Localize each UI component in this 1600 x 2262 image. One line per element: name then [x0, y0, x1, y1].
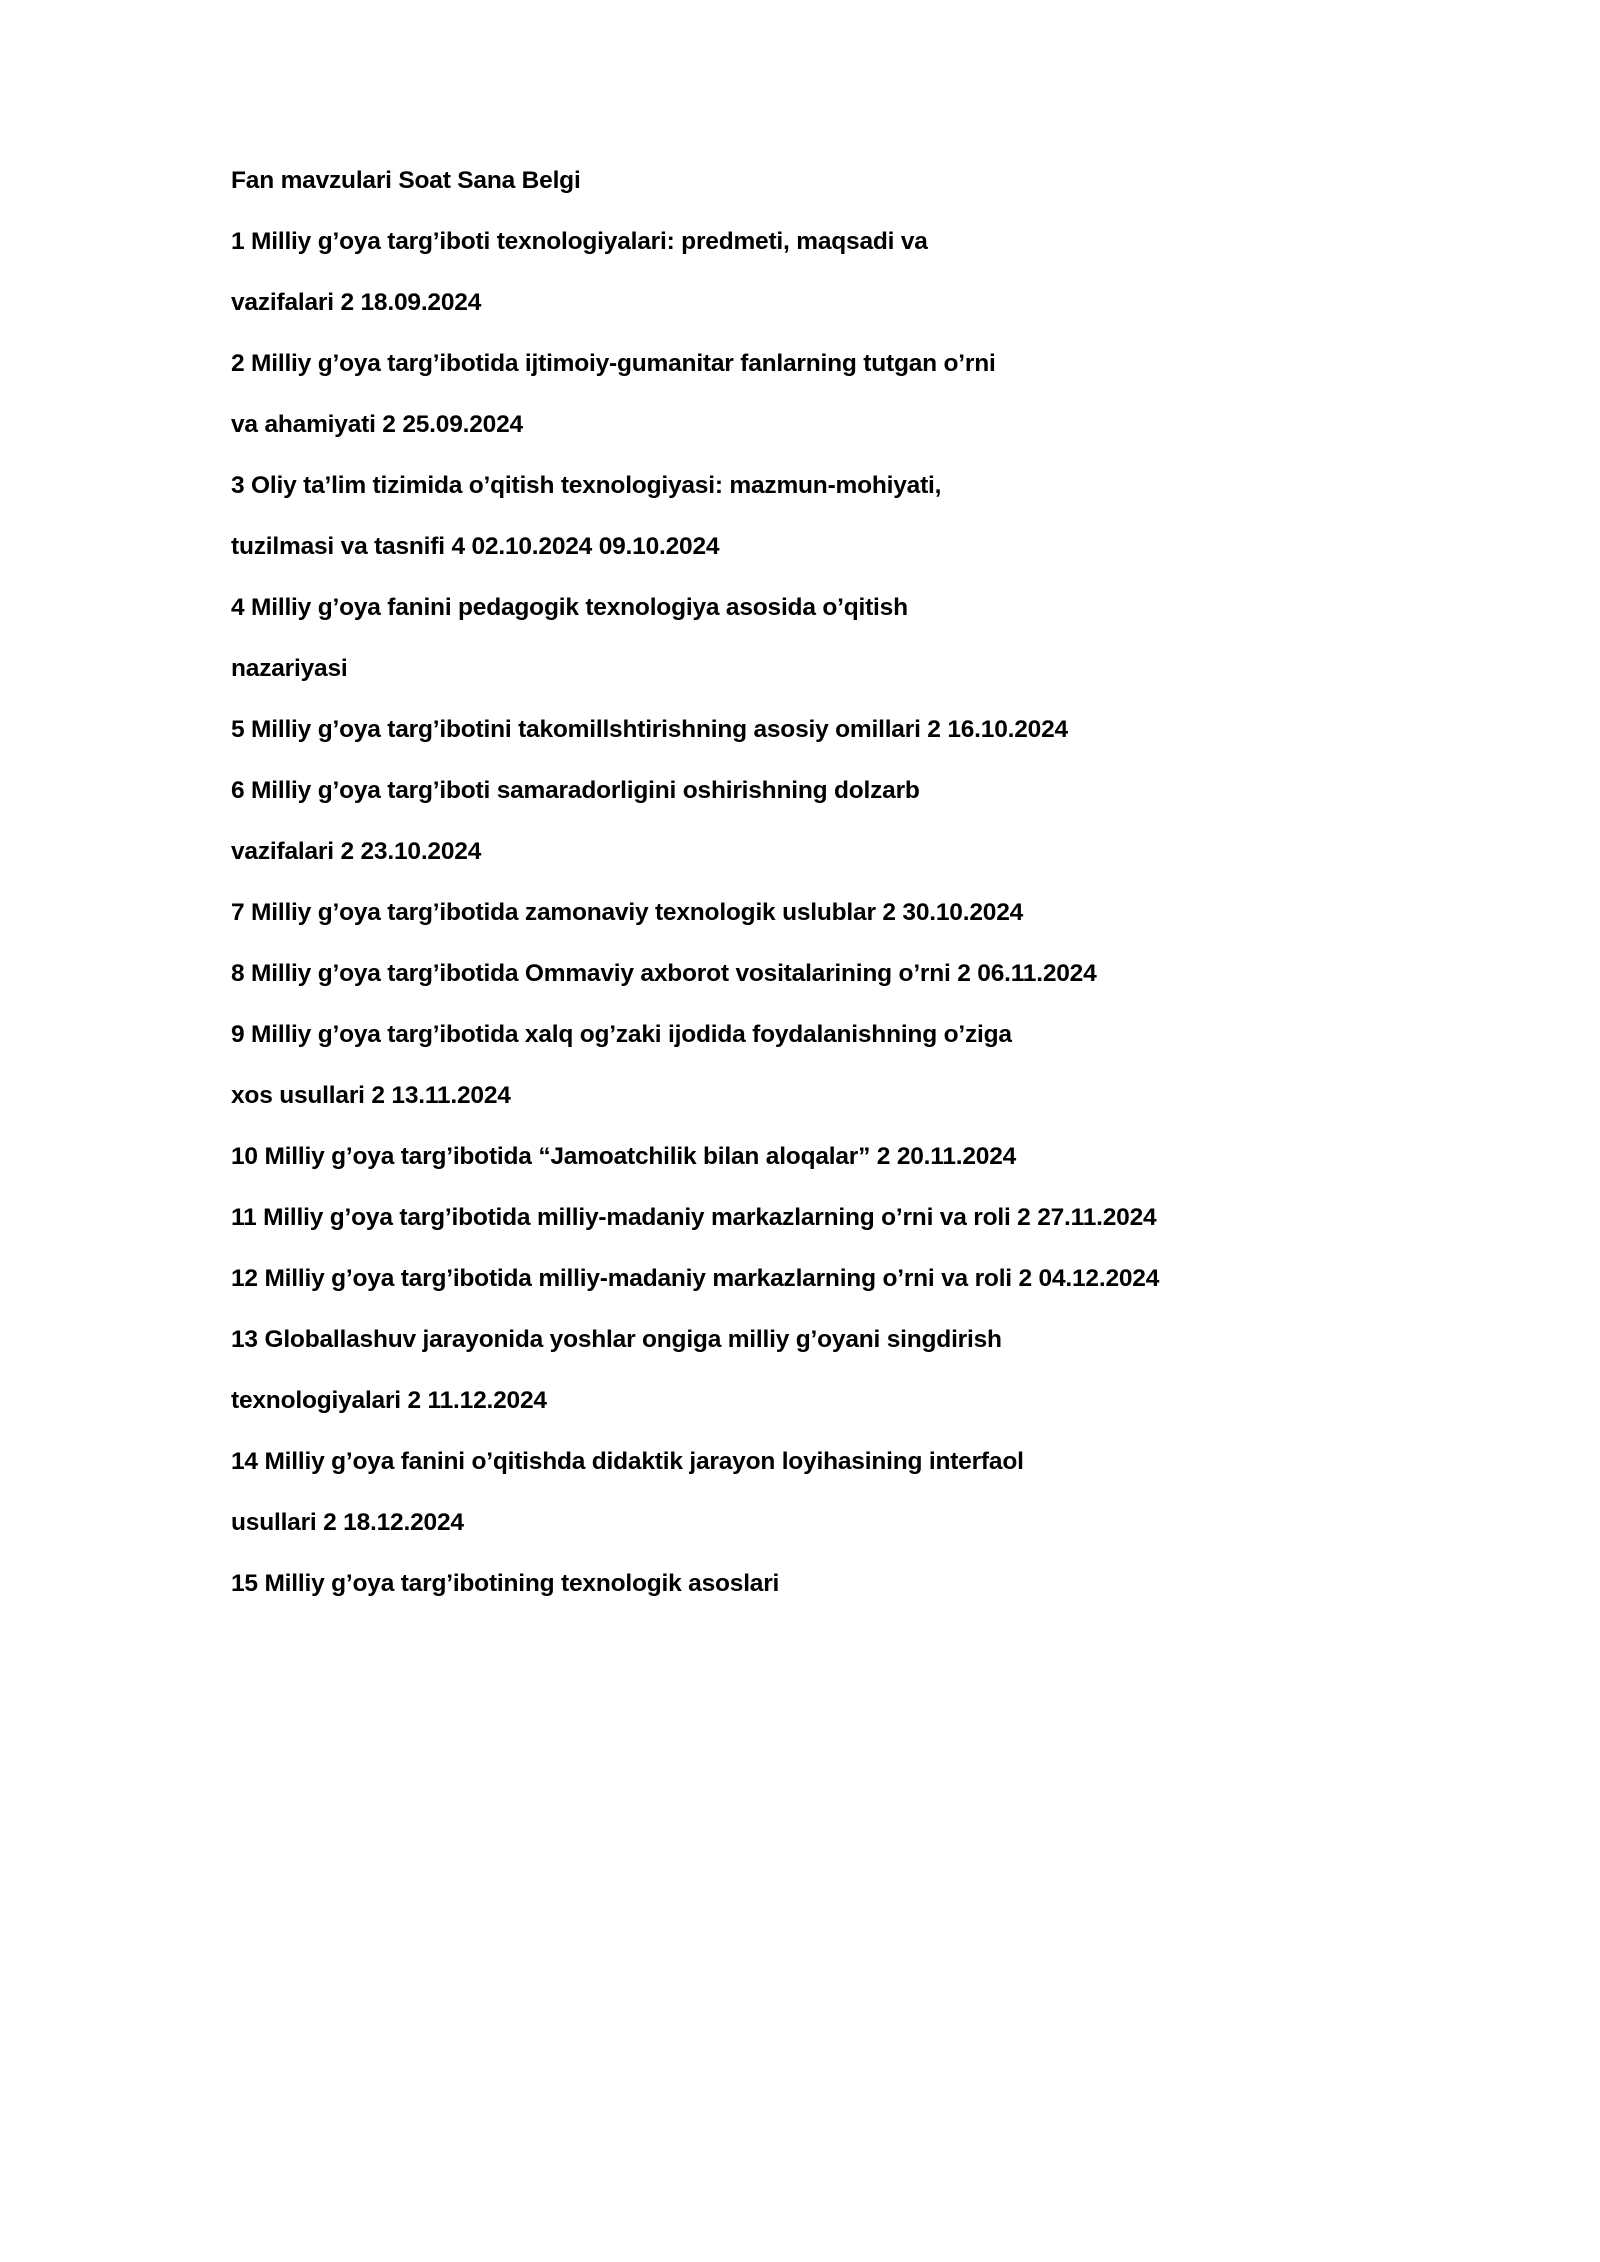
- topic-4-line-2: nazariyasi: [231, 655, 348, 682]
- topic-2-line-1: 2 Milliy g’oya targ’ibotida ijtimoiy-gumanitar fanlarning tutgan o’rni: [231, 350, 996, 377]
- topic-3-line-2: tuzilmasi va tasnifi 4 02.10.2024 09.10.2024: [231, 533, 720, 560]
- topic-14-line-1: 14 Milliy g’oya fanini o’qitishda didaktik jarayon loyihasining interfaol: [231, 1448, 1024, 1475]
- table-header-line: Fan mavzulari Soat Sana Belgi: [231, 167, 581, 194]
- topic-14-line-2: usullari 2 18.12.2024: [231, 1509, 464, 1536]
- topic-6-line-2: vazifalari 2 23.10.2024: [231, 838, 482, 865]
- topic-13-line-2: texnologiyalari 2 11.12.2024: [231, 1387, 547, 1414]
- topic-3-line-1: 3 Oliy ta’lim tizimida o’qitish texnologiyasi: mazmun-mohiyati,: [231, 472, 942, 499]
- topic-2-line-2: va ahamiyati 2 25.09.2024: [231, 411, 523, 438]
- topic-9-line-2: xos usullari 2 13.11.2024: [231, 1082, 511, 1109]
- topic-1-line-1: 1 Milliy g’oya targ’iboti texnologiyalari: predmeti, maqsadi va: [231, 228, 928, 255]
- topic-15-line-1: 15 Milliy g’oya targ’ibotining texnologik asoslari: [231, 1570, 780, 1597]
- topic-1-line-2: vazifalari 2 18.09.2024: [231, 289, 482, 316]
- topic-6-line-1: 6 Milliy g’oya targ’iboti samaradorligini oshirishning dolzarb: [231, 777, 920, 804]
- topic-11-line-1: 11 Milliy g’oya targ’ibotida milliy-madaniy markazlarning o’rni va roli 2 27.11.2024: [231, 1204, 1157, 1231]
- topic-5-line-1: 5 Milliy g’oya targ’ibotini takomillshtirishning asosiy omillari 2 16.10.2024: [231, 716, 1068, 743]
- topic-12-line-1: 12 Milliy g’oya targ’ibotida milliy-madaniy markazlarning o’rni va roli 2 04.12.2024: [231, 1265, 1160, 1292]
- document-text-block: [231, 150, 1381, 1614]
- topic-9-line-1: 9 Milliy g’oya targ’ibotida xalq og’zaki ijodida foydalanishning o’ziga: [231, 1021, 1012, 1048]
- topic-13-line-1: 13 Globallashuv jarayonida yoshlar ongiga milliy g’oyani singdirish: [231, 1326, 1002, 1353]
- topic-4-line-1: 4 Milliy g’oya fanini pedagogik texnologiya asosida o’qitish: [231, 594, 908, 621]
- topic-8-line-1: 8 Milliy g’oya targ’ibotida Ommaviy axborot vositalarining o’rni 2 06.11.2024: [231, 960, 1097, 987]
- topic-10-line-1: 10 Milliy g’oya targ’ibotida “Jamoatchilik bilan aloqalar” 2 20.11.2024: [231, 1143, 1017, 1170]
- topic-7-line-1: 7 Milliy g’oya targ’ibotida zamonaviy texnologik uslublar 2 30.10.2024: [231, 899, 1024, 926]
